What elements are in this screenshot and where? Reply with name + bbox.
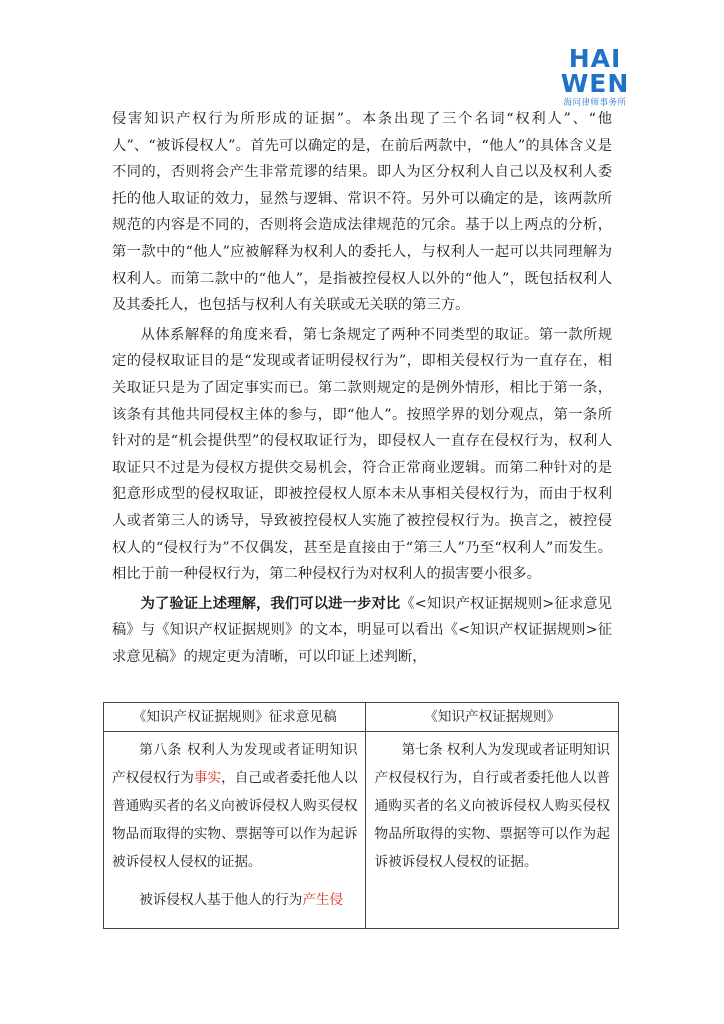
logo-firm-name: 海问律师事务所: [563, 98, 627, 108]
cell-draft: [104, 732, 366, 929]
logo-line-1: HAI: [568, 44, 622, 73]
paragraph-3-rest: 《<知识产权证据规则>征求意见稿》与《知识产权证据规则》的文本，明显可以看出《<知识产权证据规则>征求意见稿》的规定更为清晰，可以印证上述判断，: [112, 595, 612, 665]
header-final: 《知识产权证据规则》: [366, 703, 619, 732]
comparison-table: [103, 702, 619, 929]
draft-highlight-1: 事实: [193, 770, 222, 786]
draft-text-c: 被诉侵权人基于他人的行为: [139, 892, 303, 908]
draft-article-8-para-2: [112, 886, 357, 914]
draft-article-8: [112, 736, 357, 876]
firm-logo: [560, 46, 630, 109]
table-header-row: [104, 703, 619, 732]
logo-line-2: WEN: [560, 69, 630, 98]
paragraph-2: 从体系解释的角度来看，第七条规定了两种不同类型的取证。第一款所规定的侵权取证目的是“发现或者证明侵权行为”，即相关侵权行为一直存在，相关取证只是为了固定事实而已。第二款则规定的是例外情形，相比于第一条，该条有其他共同侵权主体的参与，即“他人”。按照学界的划分观点，第一条所针对的是“机会提供型”的侵权取证行为，即侵权人一直存在侵权行为，权利人取证只不过是为侵权方提供交易机会，符合正常商业逻辑。而第二种针对的是犯意形成型的侵权取证，即被控侵权人原本未从事相关侵权行为，而由于权利人或者第三人的诱导，导致被控侵权人实施了被控侵权行为。换言之，被控侵权人的“侵权行为”不仅偶发，甚至是直接由于“第三人”乃至“权利人”而发生。相比于前一种侵权行为，第二种侵权行为对权利人的损害要小很多。: [112, 326, 612, 583]
draft-highlight-2: 产生侵: [302, 892, 344, 908]
document-body: [112, 106, 612, 670]
draft-text-b: ，自己或者委托他人以普通购买者的名义向被诉侵权人购买侵权物品而取得的实物、票据等可以作为起诉被诉侵权人侵权的证据。: [112, 770, 358, 870]
paragraph-3-bold-lead: 为了验证上述理解，我们可以进一步对比: [140, 595, 401, 612]
final-article-7: 第七条 权利人为发现或者证明知识产权侵权行为，自行或者委托他人以普通购买者的名义向被诉侵权人购买侵权物品所取得的实物、票据等可以作为起诉被诉侵权人侵权的证据。: [374, 742, 610, 870]
header-draft: 《知识产权证据规则》征求意见稿: [104, 703, 366, 732]
paragraph-1: 侵害知识产权行为所形成的证据”。本条出现了三个名词“权利人”、“他人”、“被诉侵权人”。首先可以确定的是，在前后两款中，“他人”的具体含义是不同的，否则将会产生非常荒谬的结果。即人为区分权利人自己以及权利人委托的他人取证的效力，显然与逻辑、常识不符。另外可以确定的是，该两款所规范的内容是不同的，否则将会造成法律规范的冗余。基于以上两点的分析，第一款中的“他人”应被解释为权利人的委托人，与权利人一起可以共同理解为权利人。而第二款中的“他人”，是指被控侵权人以外的“他人”，既包括权利人及其委托人，也包括与权利人有关联或无关联的第三方。: [112, 111, 612, 314]
cell-final: [366, 732, 619, 929]
draft-text-a: 第八条 权利人为发现或者证明知识产权侵权行为: [112, 742, 358, 786]
table-row: [104, 732, 619, 929]
paragraph-3: [112, 591, 612, 671]
